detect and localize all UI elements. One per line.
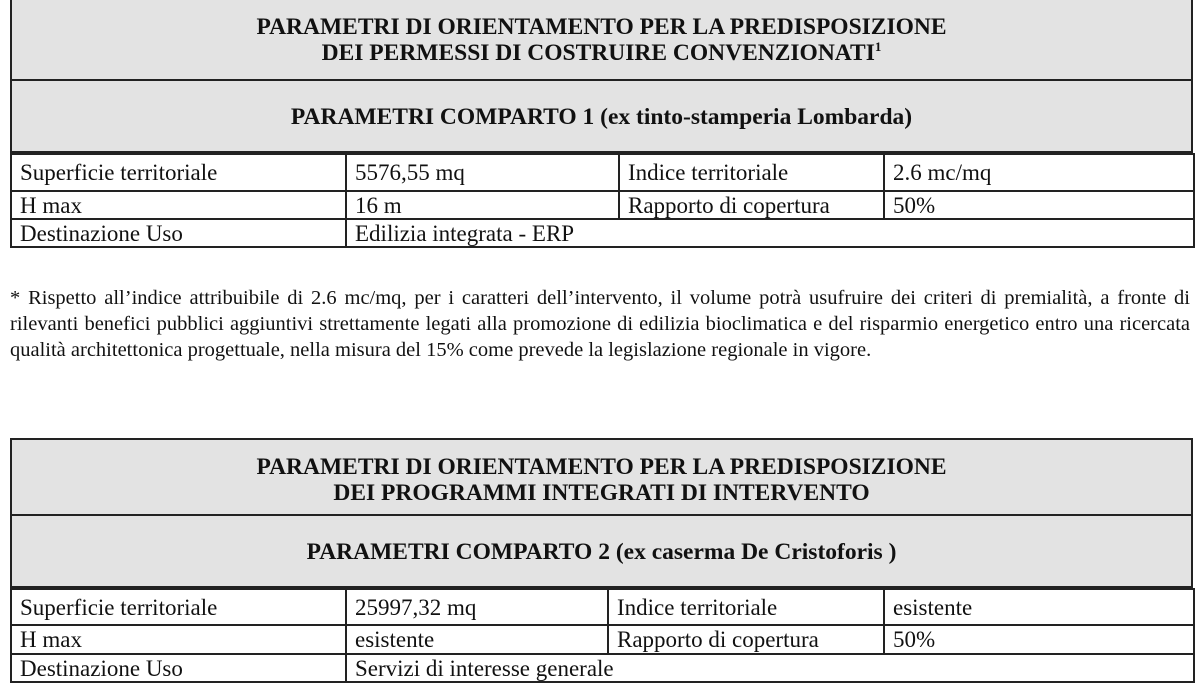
comparto-1-title-text: PARAMETRI COMPARTO 1 (ex tinto-stamperia Lombarda) [290,104,913,130]
cell-value: 16 m [346,191,619,219]
table-row [11,154,1194,191]
comparto-2-title-text: PARAMETRI COMPARTO 2 (ex caserma De Cristoforis ) [306,539,897,565]
cell-value: esistente [884,589,1194,625]
cell-value: esistente [346,625,608,654]
cell-label: Rapporto di copertura [608,625,884,654]
comparto-1-title [10,81,1193,153]
section-2-title-line2: DEI PROGRAMMI INTEGRATI DI INTERVENTO [333,480,870,506]
cell-value: 25997,32 mq [346,589,608,625]
cell-label: Superficie territoriale [11,589,346,625]
section-1-title-line1: PARAMETRI DI ORIENTAMENTO PER LA PREDISPOSIZIONE [256,14,947,40]
section-1-title [10,0,1193,81]
cell-label: Superficie territoriale [11,154,346,191]
cell-value: 50% [884,191,1194,219]
cell-value: Edilizia integrata - ERP [346,219,1194,247]
cell-value: 2.6 mc/mq [884,154,1194,191]
section-2 [10,438,1193,683]
cell-label: Rapporto di copertura [619,191,884,219]
table-row [11,654,1194,682]
cell-label: Destinazione Uso [11,654,346,682]
cell-label: H max [11,625,346,654]
cell-value: 5576,55 mq [346,154,619,191]
table-row [11,219,1194,247]
section-1 [10,0,1193,248]
premiality-note: * Rispetto all’indice attribuibile di 2.6 mc/mq, per i caratteri dell’intervento, il volume potrà usufruire dei criteri di premialità, a fronte di rilevanti benefici pubblici aggiuntivi strettamente legati alla promozione di edilizia bioclimatica e del risparmio energetico entro una ricercata qualità architettonica progettuale, nella misura del 15% come prevede la legislazione regionale in vigore. [10,287,1190,361]
cell-label: Destinazione Uso [11,219,346,247]
comparto-2-title [10,516,1193,588]
section-2-title [10,438,1193,516]
table-row [11,589,1194,625]
cell-label: Indice territoriale [619,154,884,191]
section-2-title-line1: PARAMETRI DI ORIENTAMENTO PER LA PREDISPOSIZIONE [256,454,947,480]
cell-value: Servizi di interesse generale [346,654,1194,682]
cell-label: Indice territoriale [608,589,884,625]
cell-label: H max [11,191,346,219]
comparto-2-table [10,588,1195,683]
table-row [11,625,1194,654]
footnote-mark: 1 [874,39,882,54]
comparto-1-table [10,153,1195,248]
cell-value: 50% [884,625,1194,654]
table-row [11,191,1194,219]
section-1-title-line2: DEI PERMESSI DI COSTRUIRE CONVENZIONATI [321,40,875,66]
